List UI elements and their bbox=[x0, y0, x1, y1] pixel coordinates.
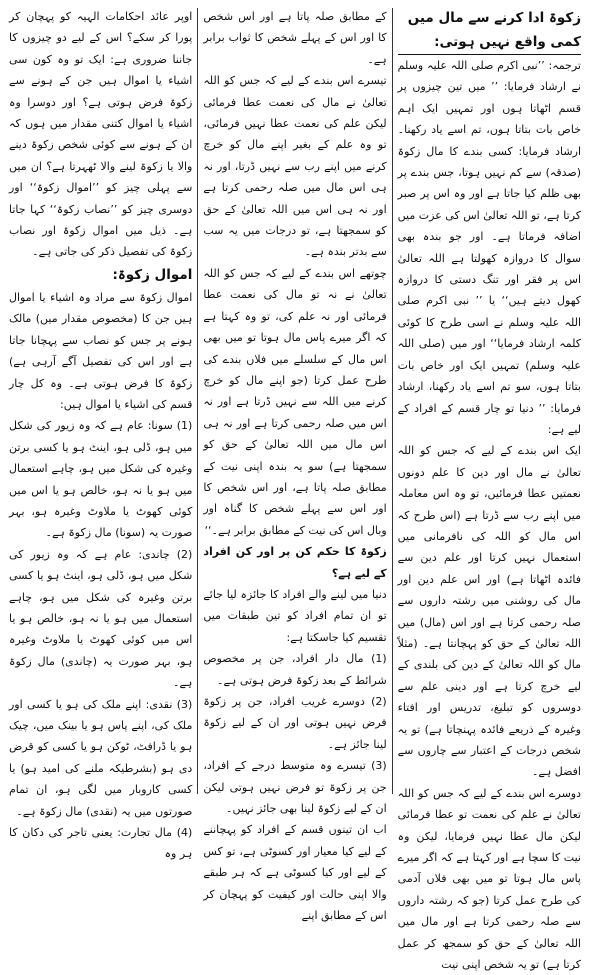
list-item: (1) مال دار افراد، جن پر مخصوص شرائط کے بعد زکوۃ فرض ہوتی ہے۔ bbox=[203, 652, 387, 687]
column-divider bbox=[197, 8, 198, 794]
paragraph: چوتھے اس بندے کے لیے کہ جس کو اللہ تعالیٰ نے نہ تو مال کی نعمت عطا فرمائی اور نہ علم کی، تو وہ کہتا ہے کہ اگر میرے پاس مال ہوتا تو میں بھی اس مال کے سلسلے میں فلاں بندے کی طرح عمل کرتا (جو اپنے مال کو خرچ کرنے میں اللہ سے نہیں ڈرتا ہے اور نہ اس میں صلہ رحمی کرتا ہے اور نہ ہی اس مال میں اللہ تعالیٰ کے حق کو سمجھتا ہے) سو یہ بندہ اپنی نیت کے مطابق صلہ پاتا ہے، اور اس شخص کا اور اس سے پہلے شخص کا گناہ اور وبال اس کی نیت کے مطابق برابر ہے۔‘‘ bbox=[203, 266, 387, 537]
list-item: (3) تیسرے وہ متوسط درجے کے افراد، جن پر زکوۃ تو فرض نہیں ہوتی لیکن ان کے لیے زکوۃ لینا بھی جائز نہیں۔ bbox=[203, 759, 387, 816]
section-heading: اموال زکوۃ: bbox=[112, 266, 193, 283]
list-item: (2) چاندی: عام ہے کہ وہ زیور کی شکل میں ہو، ڈلی ہو، اینٹ ہو یا کسی برتن وغیرہ کی شکل میں ہو، چاہے استعمال میں ہو یا نہ ہو، خالص ہو یا اس میں کوئی کھوٹ یا ملاوٹ وغیرہ ہو، بہر صورت یہ (چاندی) مال زکوۃ ہے۔ bbox=[9, 547, 193, 690]
paragraph: کے مطابق صلہ پاتا ہے اور اس شخص کا اور اس کے پہلے شخص کا ثواب برابر ہے۔ bbox=[203, 10, 387, 66]
column-divider bbox=[392, 8, 393, 794]
paragraph: ترجمہ: ’’نبی اکرم صلی اللہ علیہ وسلم نے ارشاد فرمایا: ’’ میں تین چیزوں پر قسم اٹھاتا ہوں اور تمہیں ایک اہم خاص بات بتاتا ہوں، تم اسے یاد رکھنا۔ ارشاد فرمایا: کسی بندے کا مال زکوۃ (صدقہ) سے کم نہیں ہوتا، جس بندے پر بھی ظلم کیا جاتا ہے اور وہ اس پر صبر کرتا ہے، تو اللہ تعالیٰ اس کی عزت میں اضافہ فرماتا ہے۔ اور جو بندہ بھی سوال کا دروازہ کھولتا ہے اللہ تعالیٰ اس پر فقر اور تنگ دستی کا دروازہ کھول دیتے ہیں‘‘ یا ’’ نبی اکرم صلی اللہ علیہ وسلم نے اسی طرح کا کوئی کلمہ ارشاد فرمایا‘‘ اور میں (صلی اللہ علیہ وسلم) تمہیں ایک اور خاص بات بتاتا ہوں، سو تم اسے یاد رکھنا، ارشاد فرمایا: ’’ دنیا تو چار قسم کے افراد کے لیے ہے: bbox=[397, 59, 581, 436]
list-item: (3) نقدی: اپنے ملک کی ہو یا کسی اور ملک کی، اپنے پاس ہو یا بینک میں، چیک ہو یا ڈرافٹ، ٹوکن ہو یا کسی کو قرض دی ہو (بشرطیکہ ملنے کی امید ہو) یا کسی کاروبار میں لگی ہو، ان تمام صورتوں میں یہ (نقدی) مال زکوۃ ہے۔ bbox=[9, 697, 193, 818]
section-heading: زکوۃ کا حکم کن پر اور کن افراد کے لیے ہے؟ bbox=[203, 545, 387, 580]
article-title: زکوۃ ادا کرنے سے مال میں کمی واقع نہیں ہوتی: bbox=[398, 6, 581, 55]
paragraph: اموال زکوۃ سے مراد وہ اشیاء یا اموال ہیں جن کا (مخصوص مقدار میں) مالک ہونے پر جس کو نصاب سے پہچانا جاتا ہے اور اس کی تفصیل آگے آرہی ہے) زکوۃ کا فرض ہوتی ہے۔ وہ کل چار قسم کی اشیاء یا اموال ہیں: bbox=[9, 290, 193, 411]
list-item: (2) دوسرے غریب افراد، جن پر زکوۃ فرض نہیں ہوتی اور ان کے لیے زکوۃ لینا جائز ہے۔ bbox=[203, 695, 387, 751]
paragraph: تیسرے اس بندے کے لیے کہ جس کو اللہ تعالیٰ نے مال کی نعمت عطا فرمائی لیکن علم کی نعمت عطا نہیں فرمائی، تو وہ علم کے بغیر اپنے مال کو خرچ کرنے میں اپنے رب سے نہیں ڈرتا، اور نہ ہی اس مال میں صلہ رحمی کرتا ہے اور نہ ہی اس میں اللہ تعالیٰ کے حق کو سمجھتا ہے، تو درجات میں یہ سب سے بدتر بندہ ہے۔ bbox=[203, 74, 387, 259]
paragraph: دوسرے اس بندے کے لیے کہ جس کو اللہ تعالیٰ نے علم کی نعمت تو عطا فرمائی لیکن مال عطا نہیں فرمایا، لیکن وہ نیت کا سچا ہے اور کہتا ہے کہ اگر میرے پاس مال ہوتا تو میں بھی فلاں آدمی کی طرح عمل کرتا (جو کہ رشتہ داروں سے صلہ رحمی کرتا ہے اور مال میں اللہ تعالیٰ کے حق کو سمجھ کر عمل کرتا ہے) تو یہ شخص اپنی نیت bbox=[397, 786, 581, 972]
column-right bbox=[395, 6, 584, 972]
paragraph: ایک اس بندے کے لیے کہ جس کو اللہ تعالیٰ نے مال اور دین کا علم دونوں نعمتیں عطا فرمائیں، تو وہ اس معاملہ میں اپنے رب سے ڈرتا ہے (اس طرح کہ اس مال کو اللہ کی نافرمانی میں استعمال نہیں کرتا اور علم دین سے فائدہ اٹھاتا ہے) اور اس علم دین اور مال کی روشنی میں رشتہ داروں سے صلہ رحمی کرتا ہے اور اس (مال) میں اللہ تعالیٰ کے حق کو پہچانتا ہے۔ (مثلاً مال کو اللہ تعالیٰ کے دین کی بلندی کے لیے خرچ کرتا ہے اور دینی علم سے دوسروں کو تبلیغ، تدریس اور افتاء وغیرہ کے ذریعے فائدہ پہنچاتا ہے) تو یہ شخص درجات کے اعتبار سے چاروں سے افضل ہے۔ bbox=[397, 444, 581, 779]
list-item: (1) سونا: عام ہے کہ وہ زیور کی شکل میں ہو، ڈلی ہو، اینٹ ہو یا کسی برتن وغیرہ کی شکل میں ہو، چاہے استعمال میں ہو یا نہ ہو، خالص ہو یا اس میں کوئی کھوٹ یا ملاوٹ وغیرہ ہو، بہر صورت یہ (سونا) مال زکوۃ ہے۔ bbox=[9, 419, 193, 540]
column-middle bbox=[200, 6, 389, 923]
paragraph: اب ان تینوں قسم کے افراد کو پہچاننے کے لیے کیا معیار اور کسوٹی ہے، تو کس کے لیے اور کیا کسوٹی ہے کہ ہر طبقے والا اپنی حالت اور کیفیت کو پہچان کر اس کے مطابق اپنے bbox=[203, 823, 387, 923]
paragraph: دنیا میں لینے والے افراد کا جائزہ لیا جائے تو ان تمام افراد کو تین طبقات میں تقسیم کیا جاسکتا ہے: bbox=[203, 587, 387, 644]
list-item: (4) مال تجارت: یعنی تاجر کی دکان کا ہر وہ bbox=[9, 826, 193, 861]
article-columns bbox=[6, 6, 584, 972]
paragraph: اوپر عائد احکامات الہیہ کو پہچان کر پورا کر سکے؟ اس کے لیے دو چیزوں کا جاننا ضروری ہے: ایک تو وہ کون سی اشیاء یا اموال ہیں جن کے ہونے سے زکوۃ فرض ہوتی ہے؟ اور دوسرا وہ اشیاء یا اموال کتنی مقدار میں ہوں کہ ان کے ہونے سے کوئی شخص زکوۃ دینے والا یا زکوۃ لینے والا ٹھہرتا ہے؟ ان میں سے پہلی چیز کو ’’اموال زکوۃ‘‘ اور دوسری چیز کو ’’نصاب زکوۃ‘‘ کہا جاتا ہے۔ ذیل میں اموال زکوۃ اور نصاب زکوۃ کی تفصیل ذکر کی جاتی ہے۔ bbox=[9, 10, 193, 259]
column-left bbox=[6, 6, 195, 861]
